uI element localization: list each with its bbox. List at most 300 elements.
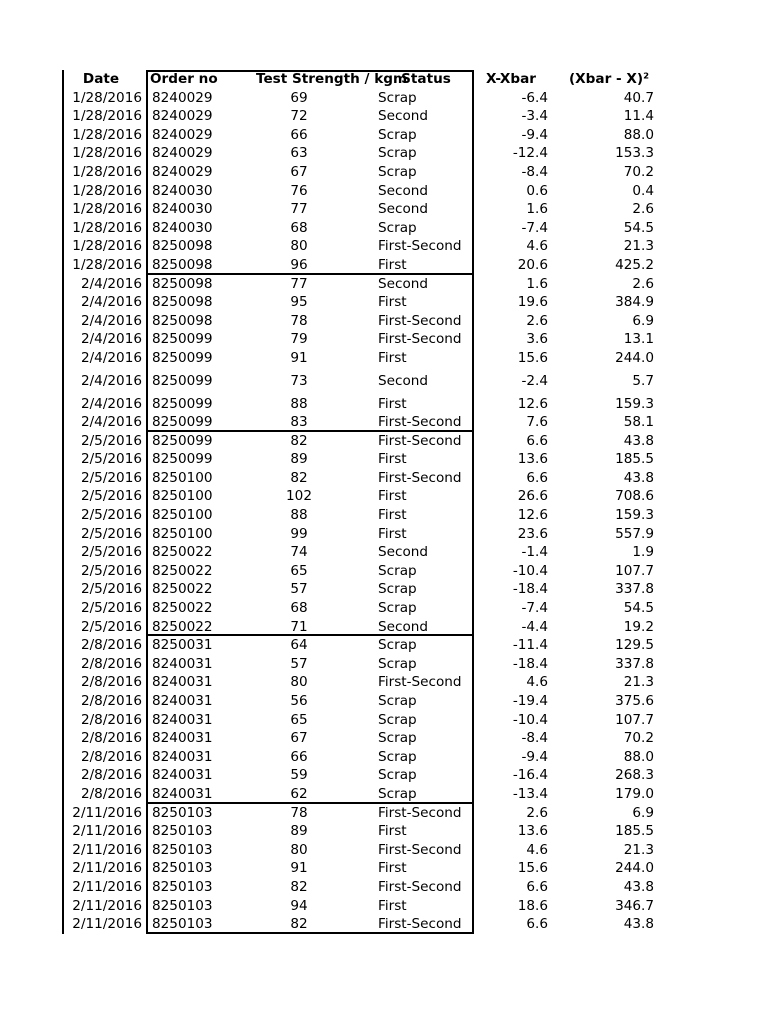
status-cell: First-Second (378, 414, 462, 431)
status-cell: First-Second (378, 469, 462, 486)
status-cell: Scrap (378, 711, 417, 728)
row-group (0, 89, 768, 275)
squared-deviation-cell: 425.2 (615, 256, 654, 273)
status-cell: Scrap (378, 219, 417, 236)
status-cell: Scrap (378, 163, 417, 180)
test-strength-cell: 57 (290, 655, 308, 672)
status-cell: First (378, 294, 407, 311)
test-strength-cell: 74 (290, 544, 308, 561)
order-no-cell: 8240030 (152, 182, 213, 199)
order-no-cell: 8240031 (152, 693, 213, 709)
test-strength-cell: 91 (290, 349, 308, 366)
table-row (0, 275, 768, 294)
squared-deviation-cell: 88.0 (623, 748, 654, 765)
status-cell: First-Second (378, 804, 462, 821)
squared-deviation-cell: 159.3 (615, 395, 654, 412)
test-strength-cell: 66 (290, 126, 308, 143)
group-bottom-border (146, 932, 474, 934)
test-strength-cell: 68 (290, 600, 308, 617)
test-strength-cell: 91 (290, 860, 308, 877)
status-cell: Second (378, 544, 429, 561)
status-cell: Scrap (378, 637, 417, 654)
table-row (0, 506, 768, 525)
order-no-cell: 8250031 (152, 637, 213, 654)
test-strength-cell: 56 (290, 693, 308, 709)
date-cell: 2/11/2016 (72, 860, 142, 877)
order-no-cell: 8250022 (152, 618, 213, 635)
table-row (0, 107, 768, 126)
status-cell: First-Second (378, 878, 462, 895)
status-cell: First-Second (378, 674, 462, 691)
order-no-cell: 8240031 (152, 748, 213, 765)
date-cell: 2/5/2016 (80, 488, 142, 505)
deviation-cell: 6.6 (526, 916, 548, 933)
squared-deviation-cell: 54.5 (623, 219, 654, 236)
date-cell: 2/4/2016 (80, 294, 142, 311)
date-cell: 2/5/2016 (80, 600, 142, 617)
test-strength-cell: 80 (290, 674, 308, 691)
test-strength-cell: 83 (290, 414, 308, 431)
table-row (0, 841, 768, 860)
row-group (0, 432, 768, 637)
date-cell: 2/8/2016 (80, 711, 142, 728)
test-strength-cell: 62 (290, 785, 308, 802)
deviation-cell: 15.6 (517, 349, 548, 366)
order-no-cell: 8250099 (152, 451, 213, 468)
test-strength-cell: 77 (290, 275, 308, 292)
order-no-cell: 8250099 (152, 349, 213, 366)
squared-deviation-cell: 384.9 (615, 294, 654, 311)
table-row (0, 487, 768, 506)
data-groups (0, 89, 768, 934)
table-row (0, 655, 768, 674)
order-no-cell: 8250103 (152, 897, 213, 914)
test-strength-cell: 89 (290, 823, 308, 840)
deviation-cell: -9.4 (521, 748, 548, 765)
date-cell: 2/5/2016 (80, 432, 142, 449)
date-cell: 2/8/2016 (80, 674, 142, 691)
deviation-cell: -9.4 (521, 126, 548, 143)
test-strength-cell: 88 (290, 507, 308, 524)
date-cell: 2/11/2016 (72, 804, 142, 821)
date-cell: 2/5/2016 (80, 451, 142, 468)
status-cell: Scrap (378, 767, 417, 784)
order-no-cell: 8240031 (152, 711, 213, 728)
status-cell: First-Second (378, 312, 462, 329)
status-cell: First (378, 897, 407, 914)
table-row (0, 330, 768, 349)
status-cell: Second (378, 275, 429, 292)
squared-deviation-cell: 58.1 (623, 414, 654, 431)
deviation-cell: 6.6 (526, 469, 548, 486)
status-cell: Scrap (378, 562, 417, 579)
date-cell: 2/8/2016 (80, 637, 142, 654)
order-no-cell: 8250100 (152, 525, 213, 542)
date-cell: 2/8/2016 (80, 730, 142, 747)
status-cell: First (378, 860, 407, 877)
test-strength-cell: 65 (290, 711, 308, 728)
deviation-cell: 20.6 (517, 256, 548, 273)
squared-deviation-cell: 5.7 (632, 372, 654, 389)
deviation-cell: -8.4 (521, 730, 548, 747)
deviation-cell: -11.4 (512, 637, 548, 654)
squared-deviation-cell: 88.0 (623, 126, 654, 143)
table-row (0, 182, 768, 201)
table-row (0, 766, 768, 785)
order-no-cell: 8240029 (152, 145, 213, 162)
date-cell: 1/28/2016 (72, 89, 142, 106)
order-no-cell: 8240031 (152, 730, 213, 747)
deviation-cell: -4.4 (521, 618, 548, 635)
table-row (0, 469, 768, 488)
test-strength-cell: 69 (290, 89, 308, 106)
test-strength-cell: 78 (290, 804, 308, 821)
table-row (0, 692, 768, 711)
squared-deviation-cell: 337.8 (615, 581, 654, 598)
order-no-cell: 8250098 (152, 238, 213, 255)
status-cell: Scrap (378, 126, 417, 143)
deviation-cell: 23.6 (517, 525, 548, 542)
deviation-cell: -6.4 (521, 89, 548, 106)
deviation-cell: -7.4 (521, 219, 548, 236)
deviation-cell: -3.4 (521, 108, 548, 125)
order-no-cell: 8250098 (152, 294, 213, 311)
deviation-cell: 13.6 (517, 451, 548, 468)
status-cell: Scrap (378, 655, 417, 672)
squared-deviation-cell: 153.3 (615, 145, 654, 162)
deviation-cell: 19.6 (517, 294, 548, 311)
deviation-cell: -16.4 (512, 767, 548, 784)
table-row (0, 126, 768, 145)
squared-deviation-cell: 43.8 (623, 878, 654, 895)
squared-deviation-cell: 244.0 (615, 860, 654, 877)
deviation-cell: -2.4 (521, 372, 548, 389)
order-no-cell: 8240031 (152, 674, 213, 691)
header-date: Date (82, 71, 120, 87)
table-row (0, 599, 768, 618)
status-cell: Second (378, 182, 429, 199)
date-cell: 2/5/2016 (80, 544, 142, 561)
table-row (0, 144, 768, 163)
squared-deviation-cell: 0.4 (632, 182, 654, 199)
test-strength-cell: 78 (290, 312, 308, 329)
test-strength-cell: 80 (290, 238, 308, 255)
test-strength-cell: 59 (290, 767, 308, 784)
status-cell: Second (378, 201, 429, 218)
deviation-cell: 4.6 (526, 674, 548, 691)
test-strength-cell: 82 (290, 469, 308, 486)
deviation-cell: 6.6 (526, 432, 548, 449)
squared-deviation-cell: 43.8 (623, 916, 654, 933)
header-row (0, 70, 768, 89)
date-cell: 1/28/2016 (72, 163, 142, 180)
date-cell: 2/5/2016 (80, 507, 142, 524)
status-cell: Second (378, 618, 429, 635)
squared-deviation-cell: 185.5 (615, 823, 654, 840)
squared-deviation-cell: 708.6 (615, 488, 654, 505)
order-no-cell: 8240031 (152, 655, 213, 672)
deviation-cell: 2.6 (526, 804, 548, 821)
table-row (0, 200, 768, 219)
date-cell: 2/5/2016 (80, 525, 142, 542)
squared-deviation-cell: 21.3 (623, 238, 654, 255)
header-deviation: X-Xbar (486, 71, 536, 87)
deviation-cell: 6.6 (526, 878, 548, 895)
order-no-cell: 8250022 (152, 544, 213, 561)
test-strength-cell: 67 (290, 163, 308, 180)
test-strength-cell: 68 (290, 219, 308, 236)
status-cell: Scrap (378, 693, 417, 709)
order-no-cell: 8240029 (152, 89, 213, 106)
deviation-cell: 12.6 (517, 507, 548, 524)
test-strength-cell: 88 (290, 395, 308, 412)
squared-deviation-cell: 375.6 (615, 693, 654, 709)
squared-deviation-cell: 70.2 (623, 163, 654, 180)
deviation-cell: 7.6 (526, 414, 548, 431)
test-strength-cell: 95 (290, 294, 308, 311)
row-group (0, 636, 768, 803)
deviation-cell: 18.6 (517, 897, 548, 914)
test-strength-cell: 72 (290, 108, 308, 125)
squared-deviation-cell: 6.9 (632, 804, 654, 821)
status-cell: Scrap (378, 145, 417, 162)
test-strength-cell: 66 (290, 748, 308, 765)
table-row (0, 748, 768, 767)
date-cell: 2/5/2016 (80, 581, 142, 598)
deviation-cell: 26.6 (517, 488, 548, 505)
table-row (0, 349, 768, 368)
deviation-cell: 1.6 (526, 201, 548, 218)
header-block (0, 70, 768, 89)
test-strength-cell: 82 (290, 432, 308, 449)
order-no-cell: 8250022 (152, 581, 213, 598)
status-cell: Second (378, 372, 429, 389)
squared-deviation-cell: 21.3 (623, 674, 654, 691)
date-cell: 1/28/2016 (72, 108, 142, 125)
squared-deviation-cell: 6.9 (632, 312, 654, 329)
table-row (0, 804, 768, 823)
order-no-cell: 8250103 (152, 841, 213, 858)
squared-deviation-cell: 244.0 (615, 349, 654, 366)
date-cell: 1/28/2016 (72, 145, 142, 162)
squared-deviation-cell: 268.3 (615, 767, 654, 784)
table-row (0, 432, 768, 451)
deviation-cell: 3.6 (526, 331, 548, 348)
date-cell: 2/5/2016 (80, 618, 142, 635)
table-row (0, 395, 768, 414)
test-strength-cell: 82 (290, 878, 308, 895)
deviation-cell: 4.6 (526, 238, 548, 255)
deviation-cell: 2.6 (526, 312, 548, 329)
date-cell: 2/11/2016 (72, 841, 142, 858)
status-cell: Scrap (378, 89, 417, 106)
squared-deviation-cell: 129.5 (615, 637, 654, 654)
test-strength-cell: 57 (290, 581, 308, 598)
order-no-cell: 8250103 (152, 878, 213, 895)
status-cell: First-Second (378, 432, 462, 449)
date-cell: 2/11/2016 (72, 878, 142, 895)
squared-deviation-cell: 21.3 (623, 841, 654, 858)
deviation-cell: 1.6 (526, 275, 548, 292)
deviation-cell: -18.4 (512, 655, 548, 672)
test-strength-cell: 99 (290, 525, 308, 542)
date-cell: 1/28/2016 (72, 219, 142, 236)
deviation-cell: -10.4 (512, 562, 548, 579)
order-no-cell: 8250098 (152, 312, 213, 329)
table-row (0, 163, 768, 182)
order-no-cell: 8250099 (152, 395, 213, 412)
order-no-cell: 8250099 (152, 331, 213, 348)
test-strength-cell: 77 (290, 201, 308, 218)
date-cell: 2/4/2016 (80, 349, 142, 366)
order-no-cell: 8240030 (152, 219, 213, 236)
date-cell: 2/5/2016 (80, 469, 142, 486)
test-strength-cell: 73 (290, 372, 308, 389)
test-strength-cell: 96 (290, 256, 308, 273)
date-cell: 1/28/2016 (72, 201, 142, 218)
squared-deviation-cell: 337.8 (615, 655, 654, 672)
header-status: Status (401, 71, 451, 87)
deviation-cell: -8.4 (521, 163, 548, 180)
squared-deviation-cell: 54.5 (623, 600, 654, 617)
date-cell: 2/8/2016 (80, 748, 142, 765)
squared-deviation-cell: 43.8 (623, 469, 654, 486)
test-strength-cell: 89 (290, 451, 308, 468)
order-no-cell: 8240029 (152, 126, 213, 143)
test-strength-cell: 94 (290, 897, 308, 914)
test-strength-cell: 76 (290, 182, 308, 199)
order-no-cell: 8240029 (152, 163, 213, 180)
order-no-cell: 8250099 (152, 414, 213, 431)
date-cell: 2/11/2016 (72, 823, 142, 840)
date-cell: 2/4/2016 (80, 331, 142, 348)
order-no-cell: 8250099 (152, 372, 213, 389)
squared-deviation-cell: 185.5 (615, 451, 654, 468)
squared-deviation-cell: 70.2 (623, 730, 654, 747)
table-row (0, 562, 768, 581)
date-cell: 1/28/2016 (72, 256, 142, 273)
squared-deviation-cell: 557.9 (615, 525, 654, 542)
order-no-cell: 8250103 (152, 916, 213, 933)
table-row (0, 673, 768, 692)
header-squared-deviation: (Xbar - X)² (568, 71, 650, 87)
status-cell: First (378, 256, 407, 273)
order-no-cell: 8240031 (152, 785, 213, 802)
table-row (0, 543, 768, 562)
date-cell: 1/28/2016 (72, 126, 142, 143)
test-strength-cell: 71 (290, 618, 308, 635)
test-strength-cell: 82 (290, 916, 308, 933)
status-cell: First (378, 823, 407, 840)
squared-deviation-cell: 43.8 (623, 432, 654, 449)
status-cell: First-Second (378, 916, 462, 933)
status-cell: Scrap (378, 581, 417, 598)
date-cell: 2/11/2016 (72, 897, 142, 914)
date-cell: 2/4/2016 (80, 372, 142, 389)
date-cell: 2/5/2016 (80, 562, 142, 579)
deviation-cell: -19.4 (512, 693, 548, 709)
order-no-cell: 8250103 (152, 804, 213, 821)
deviation-cell: -13.4 (512, 785, 548, 802)
squared-deviation-cell: 40.7 (623, 89, 654, 106)
order-no-cell: 8250103 (152, 823, 213, 840)
date-cell: 2/8/2016 (80, 767, 142, 784)
test-strength-cell: 63 (290, 145, 308, 162)
table-row (0, 450, 768, 469)
test-strength-cell: 102 (286, 488, 312, 505)
deviation-cell: -1.4 (521, 544, 548, 561)
status-cell: Scrap (378, 748, 417, 765)
table-row (0, 237, 768, 256)
squared-deviation-cell: 2.6 (632, 275, 654, 292)
table-row (0, 822, 768, 841)
status-cell: First (378, 488, 407, 505)
table-row (0, 525, 768, 544)
test-strength-cell: 79 (290, 331, 308, 348)
deviation-cell: 13.6 (517, 823, 548, 840)
deviation-cell: 4.6 (526, 841, 548, 858)
test-strength-cell: 67 (290, 730, 308, 747)
status-cell: Scrap (378, 600, 417, 617)
squared-deviation-cell: 159.3 (615, 507, 654, 524)
order-no-cell: 8250103 (152, 860, 213, 877)
status-cell: First (378, 525, 407, 542)
date-cell: 1/28/2016 (72, 238, 142, 255)
deviation-cell: 12.6 (517, 395, 548, 412)
row-group (0, 275, 768, 432)
squared-deviation-cell: 346.7 (615, 897, 654, 914)
row-group (0, 804, 768, 934)
date-cell: 1/28/2016 (72, 182, 142, 199)
status-cell: Scrap (378, 730, 417, 747)
order-no-cell: 8250100 (152, 507, 213, 524)
table-row (0, 89, 768, 108)
test-strength-cell: 65 (290, 562, 308, 579)
table-row (0, 878, 768, 897)
date-cell: 2/4/2016 (80, 395, 142, 412)
deviation-cell: -7.4 (521, 600, 548, 617)
table-row (0, 636, 768, 655)
date-cell: 2/8/2016 (80, 655, 142, 672)
order-no-cell: 8240029 (152, 108, 213, 125)
table-row (0, 897, 768, 916)
status-cell: First (378, 349, 407, 366)
date-cell: 2/4/2016 (80, 312, 142, 329)
deviation-cell: 15.6 (517, 860, 548, 877)
table-row (0, 293, 768, 312)
table-row (0, 580, 768, 599)
order-no-cell: 8250022 (152, 600, 213, 617)
status-cell: Second (378, 108, 429, 125)
test-strength-cell: 64 (290, 637, 308, 654)
table-row (0, 219, 768, 238)
order-no-cell: 8250098 (152, 256, 213, 273)
deviation-cell: -18.4 (512, 581, 548, 598)
squared-deviation-cell: 1.9 (632, 544, 654, 561)
date-cell: 2/4/2016 (80, 275, 142, 292)
squared-deviation-cell: 2.6 (632, 201, 654, 218)
table-row (0, 711, 768, 730)
header-test-strength: Test Strength / kgm (256, 71, 408, 87)
order-no-cell: 8240031 (152, 767, 213, 784)
date-cell: 2/8/2016 (80, 693, 142, 709)
squared-deviation-cell: 179.0 (615, 785, 654, 802)
deviation-cell: 0.6 (526, 182, 548, 199)
status-cell: Scrap (378, 785, 417, 802)
deviation-cell: -10.4 (512, 711, 548, 728)
order-no-cell: 8250100 (152, 488, 213, 505)
order-no-cell: 8240030 (152, 201, 213, 218)
